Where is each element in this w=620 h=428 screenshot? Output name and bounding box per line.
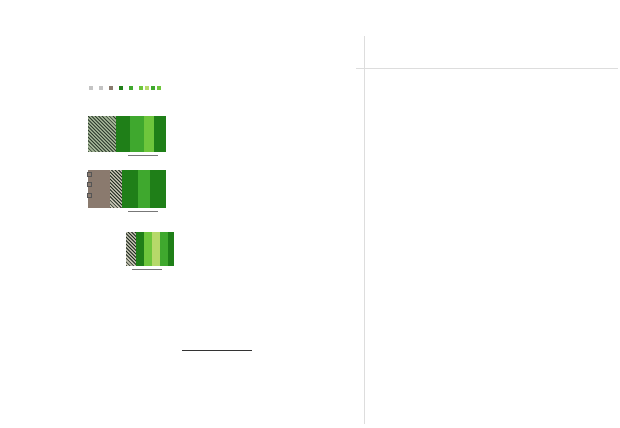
swatch bbox=[109, 86, 113, 90]
summary-table bbox=[20, 323, 135, 327]
band-b bbox=[88, 170, 166, 208]
category-list bbox=[180, 98, 290, 101]
swatch bbox=[119, 86, 123, 90]
legend-swatches bbox=[88, 86, 168, 92]
side-label bbox=[20, 172, 92, 178]
side-labels bbox=[20, 172, 92, 199]
area-descriptions bbox=[140, 363, 290, 366]
swatch bbox=[151, 86, 155, 90]
swatch bbox=[145, 86, 149, 90]
swatch bbox=[129, 86, 133, 90]
side-label bbox=[20, 193, 92, 199]
swatch bbox=[89, 86, 93, 90]
comparison-grid bbox=[356, 36, 616, 424]
swatch bbox=[157, 86, 161, 90]
side-label bbox=[20, 182, 92, 188]
band-a bbox=[88, 116, 166, 152]
legend-columns bbox=[88, 38, 168, 82]
swatch bbox=[139, 86, 143, 90]
band-c bbox=[126, 232, 174, 266]
swatch bbox=[99, 86, 103, 90]
